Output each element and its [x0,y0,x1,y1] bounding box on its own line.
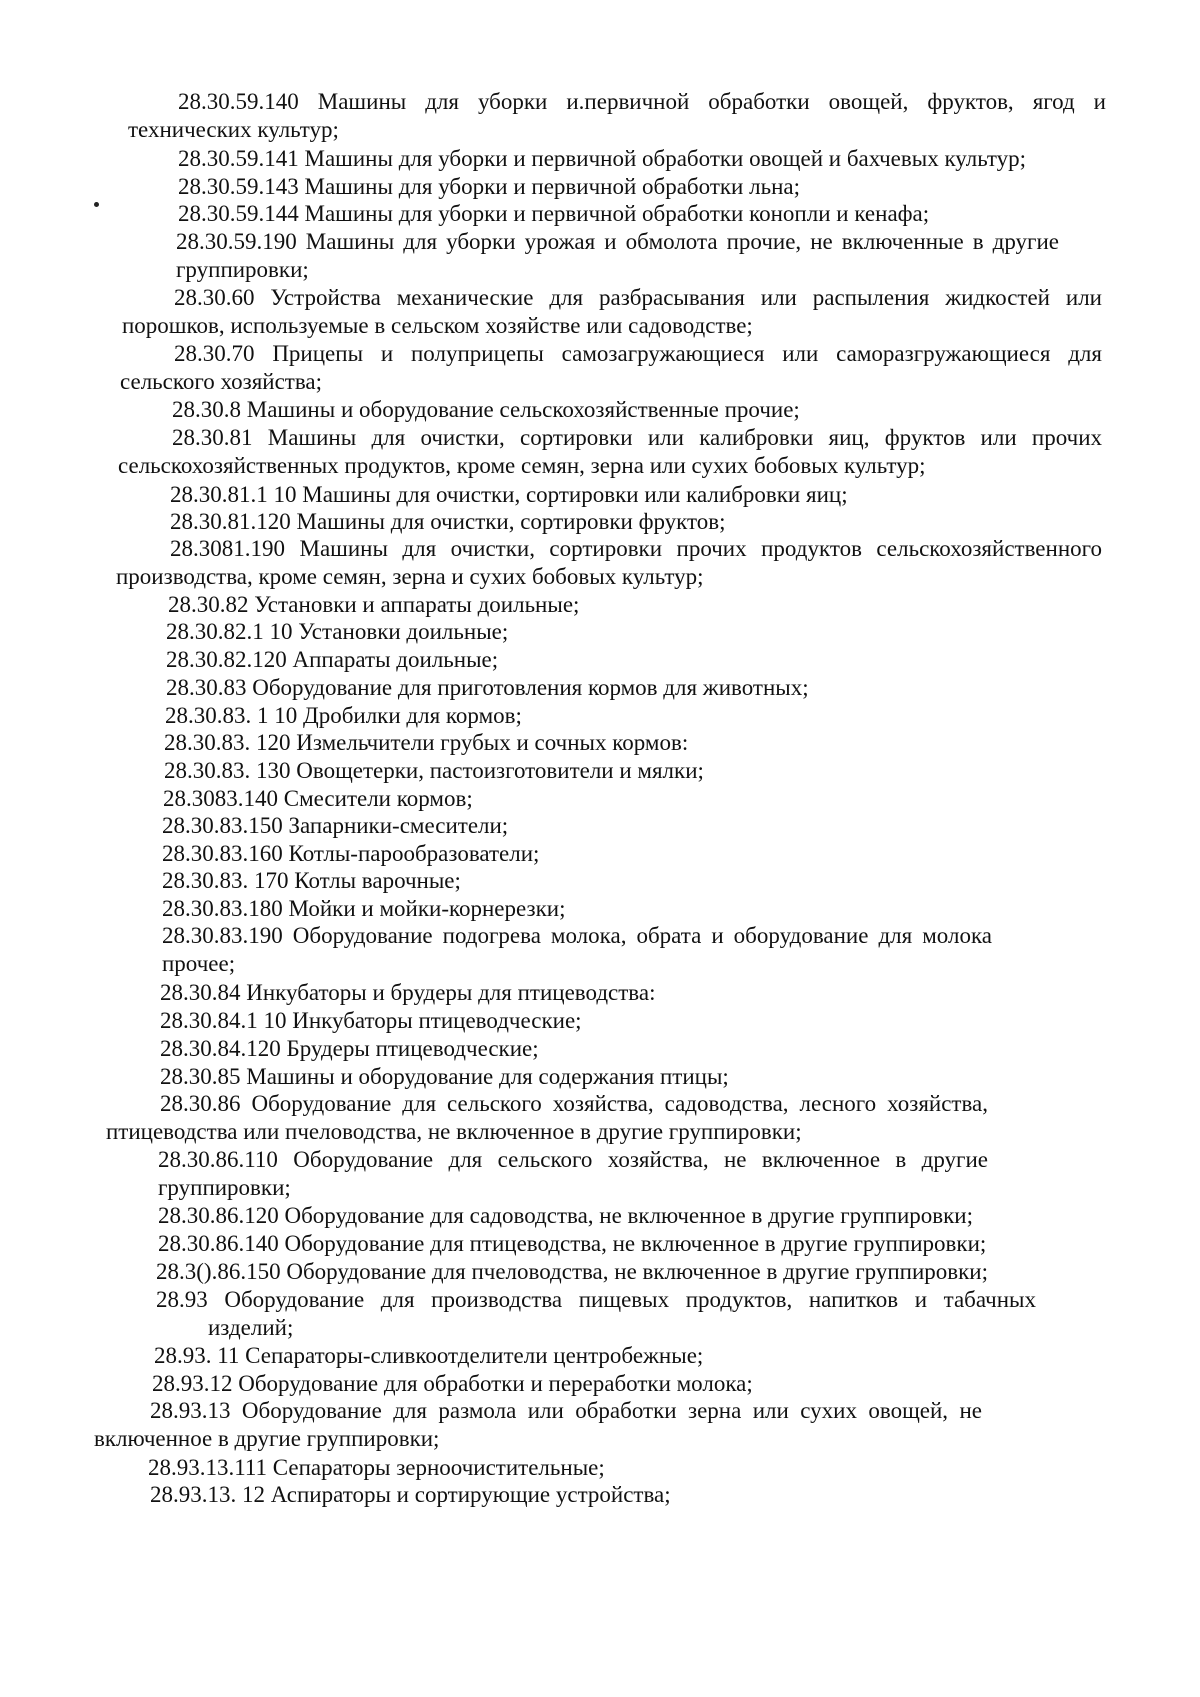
entry-text: Оборудование для сельского хозяйства, не включенное в другие группировки; [158,1147,988,1200]
entry-code: 28.30.83.190 [162,923,283,948]
classifier-entry [122,284,1102,340]
classifier-entry [160,1007,1040,1035]
entry-text: Аппараты доильные; [286,647,499,672]
entry-code: 28.30.59.140 [178,89,299,114]
entry-code: 28.30.83. 1 10 [165,703,298,728]
classifier-entry [150,1481,1030,1509]
entry-text: Машины для очистки, сортировки прочих продуктов сельскохозяйственного производства, кроме семян, зерна и сухих бобовых культур; [116,536,1102,589]
entry-code: 28.93.13 [150,1398,231,1423]
entry-code: 28.30.83.160 [162,841,283,866]
entry-text: Оборудование для приготовления кормов для животных; [246,675,809,700]
entry-text: Машины для уборки и.первичной обработки овощей, фруктов, ягод и технических культур; [128,89,1106,142]
classifier-entry [120,340,1102,396]
classifier-entry [162,840,1042,868]
entry-code: 28.30.82.120 [166,647,287,672]
entry-text: Оборудование для обработки и переработки молока; [232,1371,753,1396]
entry-code: 28.30.86 [160,1091,241,1116]
entry-code: 28.30.60 [174,285,255,310]
entry-code: 28.30.82.1 10 [166,619,293,644]
entry-text: Оборудование для пчеловодства, не включенное в другие группировки; [280,1259,988,1284]
classifier-entry [94,1397,982,1453]
entry-code: 28.30.83. 130 [164,758,291,783]
entry-code: 28.30.86.120 [158,1203,279,1228]
classifier-entry [164,729,1044,757]
entry-code: 28.93.13.111 [148,1455,268,1480]
classifier-entry [166,646,1046,674]
entry-code: 28.30.81.120 [170,509,291,534]
entry-code: 28.3081.190 [170,536,285,561]
classifier-entry [178,200,1058,228]
entry-code: 28.30.83.180 [162,896,283,921]
classifier-entry [166,674,1046,702]
entry-text: Машины для очистки, сортировки или калибровки яиц, фруктов или прочих сельскохозяйственных продуктов, кроме семян, зерна или сухих бобовых культур; [118,425,1102,478]
entry-text: Брудеры птицеводческие; [280,1036,539,1061]
classifier-entry [162,812,1042,840]
classifier-entry [165,702,1045,730]
entry-code: 28.3().86.150 [156,1259,281,1284]
classifier-entry [148,1454,1028,1482]
entry-code: 28.30.83. 170 [162,868,289,893]
entry-text: Котлы-парообразователи; [282,841,540,866]
entry-code: 28.3083.140 [163,786,278,811]
classifier-entry [162,895,1042,923]
entry-text: Машины для уборки и первичной обработки конопли и кенафа; [298,201,930,226]
classifier-entry [163,785,1043,813]
entry-text: Инкубаторы и брудеры для птицеводства: [240,980,656,1005]
entry-code: 28.30.59.143 [178,174,299,199]
entry-text: Аспираторы и сортирующие устройства; [265,1482,671,1507]
entry-text: Дробилки для кормов; [297,703,522,728]
classifier-entry [158,1146,988,1202]
entry-code: 28.30.70 [174,341,255,366]
classifier-entry [116,535,1102,591]
classifier-entry [168,591,1048,619]
entry-text: Оборудование подогрева молока, обрата и оборудование для молока прочее; [162,923,992,976]
entry-code: 28.30.81.1 10 [170,482,297,507]
classifier-entry [106,1090,988,1146]
entry-text: Измельчители грубых и сочных кормов: [290,730,689,755]
classifier-entry [156,1258,1036,1286]
entry-code: 28.30.84.120 [160,1036,281,1061]
classifier-entry [154,1342,1034,1370]
entry-text: Машины для уборки и первичной обработки овощей и бахчевых культур; [298,146,1027,171]
entry-text: Устройства механические для разбрасывания или распыления жидкостей или порошков, используемые в сельском хозяйстве или садоводстве; [122,285,1102,338]
entry-text: Запарники-смесители; [282,813,509,838]
entry-text: Машины для очистки, сортировки фруктов; [290,509,726,534]
scan-speck [94,202,99,207]
classifier-entry [170,508,1050,536]
entry-text: Овощетерки, пастоизготовители и мялки; [290,758,704,783]
classifier-entry [156,1286,1036,1342]
entry-text: Мойки и мойки-корнерезки; [282,896,566,921]
entry-code: 28.30.83 [166,675,247,700]
classifier-entry [162,867,1042,895]
entry-text: Оборудование для производства пищевых продуктов, напитков и табачных изделий; [207,1287,1036,1340]
classifier-entry [164,757,1044,785]
entry-code: 28.30.83. 120 [164,730,291,755]
entry-code: 28.93.13. 12 [150,1482,265,1507]
entry-text: Оборудование для птицеводства, не включенное в другие группировки; [278,1231,987,1256]
classifier-entry [176,228,1059,284]
entry-code: 28.30.8 [172,397,241,422]
entry-text: Машины для очистки, сортировки или калибровки яиц; [296,482,848,507]
classifier-entry [158,1202,1038,1230]
classifier-entry [166,618,1046,646]
classifier-entry [162,922,992,978]
classifier-entry [118,424,1102,480]
classifier-entry [160,1063,1040,1091]
entry-text: Установки доильные; [292,619,509,644]
classifier-entry [172,396,1052,424]
entry-text: Котлы варочные; [288,868,461,893]
entry-code: 28.93.12 [152,1371,233,1396]
classifier-entry [158,1230,1038,1258]
entry-code: 28.30.59.141 [178,146,299,171]
classifier-entry [178,145,1058,173]
entry-code: 28.30.82 [168,592,249,617]
entry-code: 28.30.85 [160,1064,241,1089]
classifier-entry [178,173,1058,201]
entry-code: 28.30.86.140 [158,1231,279,1256]
entry-text: Машины для уборки и первичной обработки льна; [298,174,800,199]
entry-text: Инкубаторы птицеводческие; [286,1008,582,1033]
entry-text: Машины и оборудование для содержания птицы; [240,1064,729,1089]
entry-code: 28.30.86.110 [158,1147,278,1172]
classifier-entry [128,88,1106,144]
entry-text: Сепараторы зерноочистительные; [267,1455,605,1480]
entry-code: 28.93 [156,1287,208,1312]
entry-text: Сепараторы-сливкоотделители центробежные; [239,1343,704,1368]
entry-text: Оборудование для размола или обработки зерна или сухих овощей, не включенное в другие группировки; [94,1398,982,1451]
entry-code: 28.30.84.1 10 [160,1008,287,1033]
entry-code: 28.30.59.190 [176,229,297,254]
entry-code: 28.30.83.150 [162,813,283,838]
entry-code: 28.30.84 [160,980,241,1005]
classifier-entry [152,1370,1032,1398]
classifier-entry [160,1035,1040,1063]
entry-text: Машины и оборудование сельскохозяйственные прочие; [241,397,800,422]
entry-text: Установки и аппараты доильные; [248,592,580,617]
entry-code: 28.30.59.144 [178,201,299,226]
entry-code: 28.30.81 [172,425,253,450]
entry-text: Оборудование для сельского хозяйства, садоводства, лесного хозяйства, птицеводства или пчеловодства, не включенное в другие группировки; [106,1091,988,1144]
entry-text: Оборудование для садоводства, не включенное в другие группировки; [278,1203,973,1228]
entry-text: Машины для уборки урожая и обмолота прочие, не включенные в другие группировки; [176,229,1059,282]
classifier-entry [160,979,1040,1007]
entry-text: Прицепы и полуприцепы самозагружающиеся или саморазгружающиеся для сельского хозяйства; [120,341,1102,394]
entry-code: 28.93. 11 [154,1343,240,1368]
classifier-entry [170,481,1050,509]
entry-text: Смесители кормов; [278,786,473,811]
